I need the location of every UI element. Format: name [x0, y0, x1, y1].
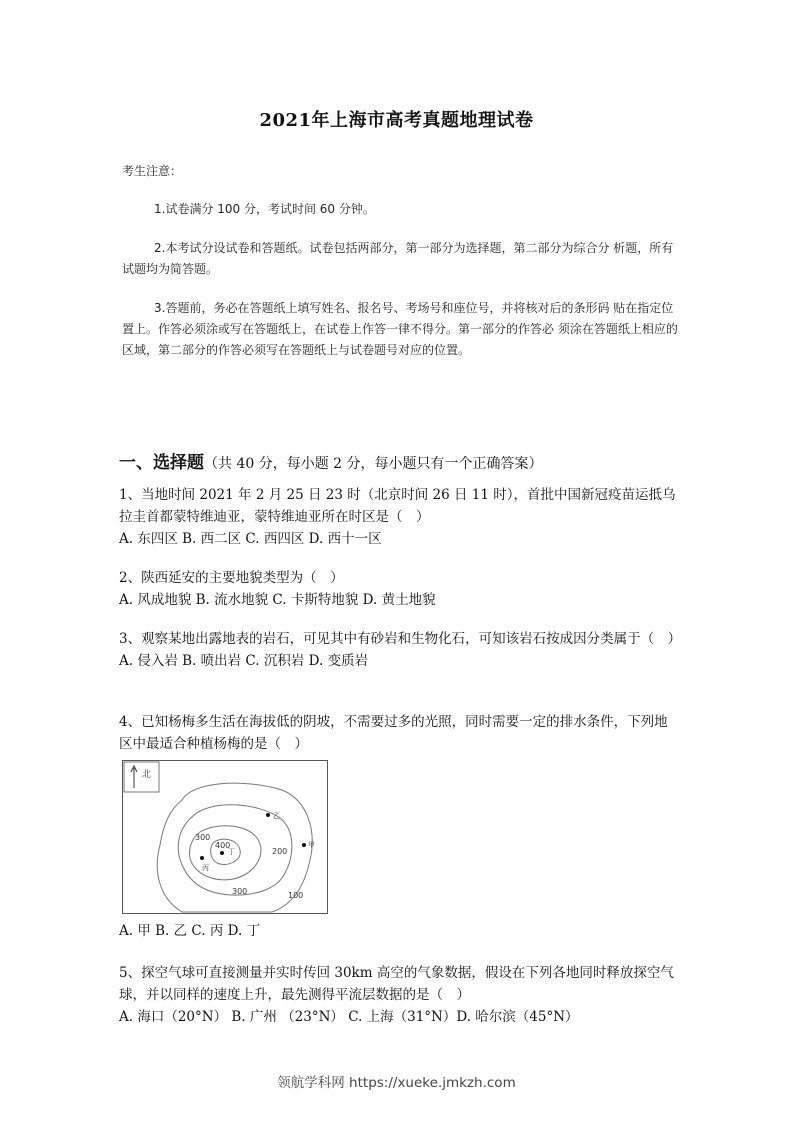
- north-label: 北: [142, 770, 152, 780]
- question-options: A. 风成地貌 B. 流水地貌 C. 卡斯特地貌 D. 黄土地貌: [119, 592, 436, 608]
- point-label: 甲: [308, 841, 315, 849]
- point-label: 丙: [202, 864, 209, 872]
- point-label: 丁: [228, 848, 235, 856]
- point-ding: [220, 851, 224, 855]
- question-3: [119, 628, 681, 672]
- question-options: A. 侵入岩 B. 喷出岩 C. 沉积岩 D. 变质岩: [119, 653, 369, 669]
- question-stem: 5、探空气球可直接测量并实时传回 30km 高空的气象数据，假设在下列各地同时释放探空气球，并以同样的速度上升，最先测得平流层数据的是（ ）: [119, 965, 674, 1003]
- notice-item-3: 3.答题前，务必在答题纸上填写姓名、报名号、考场号和座位号，并将核对后的条形码 贴在指定位置上。作答必须涂或写在答题纸上，在试卷上作答一律不得分。第一部分的作答必 须涂在答题纸上相应的区域，第二部分的作答必须写在答题纸上与试卷题号对应的位置。: [122, 301, 678, 357]
- contour-map: [122, 760, 328, 914]
- question-options: A. 甲 B. 乙 C. 丙 D. 丁: [119, 923, 261, 939]
- contour-label: 200: [272, 847, 288, 856]
- section-note: （共 40 分，每小题 2 分，每小题只有一个正确答案）: [204, 456, 543, 472]
- question-stem: 1、当地时间 2021 年 2 月 25 日 23 时（北京时间 26 日 11 时），首批中国新冠疫苗运抵乌拉圭首都蒙特维迪亚，蒙特维迪亚所在时区是（ ）: [119, 487, 676, 525]
- notice-item-1: 1.试卷满分 100 分，考试时间 60 分钟。: [154, 202, 375, 216]
- question-stem: 2、陕西延安的主要地貌类型为（ ）: [119, 570, 344, 586]
- question-5: [119, 962, 681, 1028]
- page-title: 2021年上海市高考真题地理试卷: [259, 110, 534, 131]
- question-stem: 4、已知杨梅多生活在海拔低的阴坡，不需要过多的光照，同时需要一定的排水条件，下列地区中最适合种植杨梅的是（ ）: [119, 714, 668, 752]
- notice-heading: 考生注意：: [122, 164, 183, 178]
- contour-label: 300: [195, 833, 211, 842]
- contour-label: 400: [215, 841, 231, 850]
- contour-label: 100: [288, 891, 304, 900]
- question-options: A. 东四区 B. 西二区 C. 西四区 D. 西十一区: [119, 531, 382, 547]
- point-bing: [200, 856, 204, 860]
- question-2: [119, 567, 681, 611]
- question-stem: 3、观察某地出露地表的岩石，可见其中有砂岩和生物化石，可知该岩石按成因分类属于（ ）: [119, 631, 682, 647]
- contour-label: 300: [232, 887, 248, 896]
- section-title: 一、选择题: [119, 453, 204, 473]
- question-4: [119, 711, 681, 755]
- question-options: A. 海口（20°N） B. 广州 （23°N） C. 上海（31°N）D. 哈尔滨（45°N）: [119, 1009, 579, 1025]
- point-yi: [266, 813, 270, 817]
- question-1: [119, 484, 681, 550]
- notice-item-2: 2.本考试分设试卷和答题纸。试卷包括两部分，第一部分为选择题，第二部分为综合分 析题，所有试题均为简答题。: [122, 241, 674, 276]
- footer-link[interactable]: 领航学科网 https://xueke.jmkzh.com: [277, 1075, 516, 1091]
- point-jia: [302, 843, 306, 847]
- point-label: 乙: [273, 812, 280, 820]
- section-heading: [119, 452, 679, 475]
